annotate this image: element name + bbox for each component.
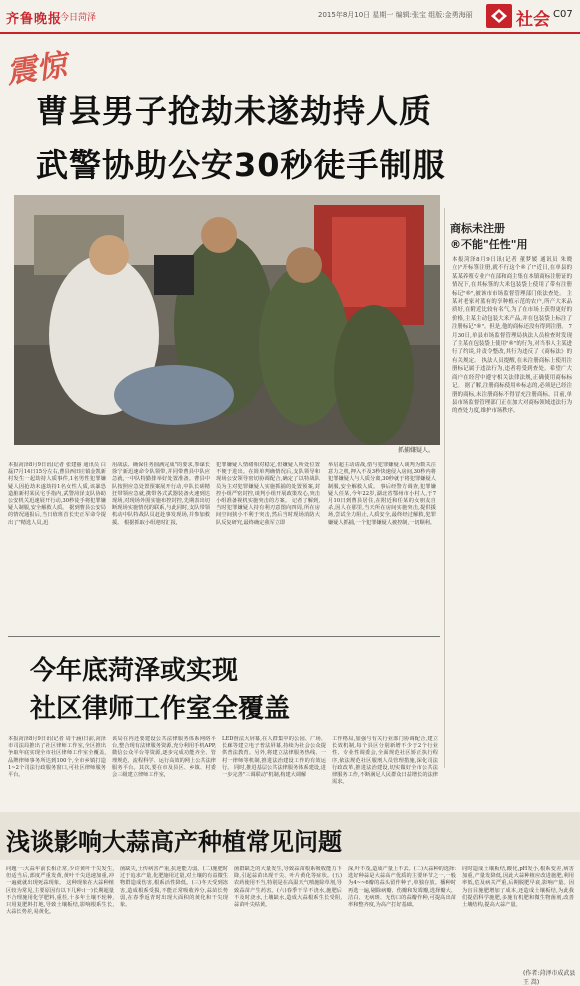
second-body-col2: 该局在内还要建设公共法律服务体系网络平台,整合现有法律服务资源,充分利用手机APP,微信公众平台等资源,逐步完成功能齐全、管理规范、流程科学、运行高效的网上公共法律服务平台。其次,要在市及县区、乡镇、村委会三级建立律师工作室,: [112, 736, 216, 779]
third-headline: 浅谈影响大蒜高产种植常见问题: [6, 828, 342, 856]
section-icon: [486, 4, 512, 28]
third-body-col3: 菌群缺乏的大量发生,导致蒜苗根系吸收能力下降,引起蒜苗出现干尖、叶片黄化等症状。(五)农药使用不当,特别是在高温天气喷施除草剂,导致蒜苗产生药害。(六)春季干旱不浇水,施肥后不及时浇水,土壤缺水,造成大蒜根系生长受阻,蒜苗叶尖枯黄。: [234, 866, 342, 909]
second-body-col4: 工作格局,加强与有关行业部门协调配合,建立长效机制,每个县区分别新增不少于2个行业性、专业性调委会,全面规范社区矫正执行程序,依法规范社区服刑人员管理措施,深化司法行政改革,推进法治建设,切实做好全市公共法律服务工作,不断满足人民群众日益增长的法律需求。: [332, 736, 438, 786]
second-body-col3: LED督法大屏幕,在人群集中的公园、广场、长廊等建立电子普法屏幕,持续为社会公众提供普法教育。另外,将建立法律服务热线、一村一律师等机制,推进法治建设工作的有效运行。 同时,推进基层公共法律服务体系建设,进一步完善"三调联动"机制,构建大调解: [222, 736, 326, 779]
news-photo: [14, 195, 440, 445]
header-rule: [0, 32, 580, 34]
third-body-col4: 深,叶不茂,造成产量上不去。(二)大蒜种的选择:选好种蒜是大蒜高产优质的主要环节之一,一般为4~~6瓣的蒜头留作种子,单独存放。播种时再选一遍,剔除病瓣、伤瓣和发霉瓣,选择瓣大、洁白、无病斑、无伤口的蒜瓣作种,可提高出苗率和整齐度,为高产打好基础。: [348, 866, 456, 909]
edition-label: 今日菏泽: [60, 13, 97, 23]
side-body: 本报菏泽8月9日讯(记者 董梦媛 通讯员 朱晓立)"开标签注册,就不行这个®了!"近日,在单县的某某养殖专业户在部和商主集在本镇商标注册证的情况下,在其标签的大米包装袋上使用了带有注册标记"®",被该市市场监督管理部门依法查处。 主某对老家对蓝有的享种植示范的农户,所产大米品质好,在附近比较有名气,为了在市场上获得更好的价格,主某主动包装大米产品,并在包装袋上标注了注册标记"®"。但是,他的商标还没有得到注册。 7月30日,单县市场监督管理局执法人员检查时发现了主某在包装袋上使用"®"的行为,对当事人主某进行了约谈,并责令整改,其行为违反了《商标法》的有关规定。 执法人员提醒,在未注册商标上使用注册标记属于违法行为,违者将受到查处。希望广大商户在经营中遵守相关法律法规,正确使用商标标记。 据了解,注册商标使用®标志的,必须是已经注册的商标,未注册商标不得冒充注册商标。目前,单县市场监督管理部门正在加大对商标领域违法行为的查处力度,维护市场秩序。: [452, 257, 572, 415]
lead-body-col4: 举启超主动请战,借与犯罪嫌疑人谈判为数关注意力之机,押入不及3秒快速侵入房间,30秒内将犯罪嫌疑人与人质分离,30秒就于将犯罪嫌疑人制服,安全解救人质。 事后经警方调查,犯罪嫌疑人任某,今年22岁,湖北省鄂州市小村人,于7月10日到曹县居住,在附近和任某的女朋友自杀,因人在那里,当天所在房间实施突击,提供援场,尝试全力阻止,人质安全,最终经过解救,犯罪嫌疑人抓捕,一个犯罪嫌疑人被控制,一切顺利。: [328, 462, 436, 526]
second-headline-line1: 今年底菏泽或实现: [30, 656, 239, 686]
issue-meta: 2015年8月10日 星期一 编辑:张宝 组版:金勇海丽: [318, 11, 473, 19]
lead-headline-line1: 曹县男子抢劫未遂劫持人质: [36, 92, 433, 130]
newspaper-logo: 齐鲁晚报: [6, 12, 63, 27]
author-credit: (作者:菏泽市成武县 王 嵩): [523, 970, 576, 986]
third-body-col1: 问题一:大蒜年前长相正常,少许黄叶干尖发生,但适当后,部度严重发黄,黄叶干尖迅速加重,冲一遍就就出现死蒜现象。 这种现象在大蒜种植区较为常见,主要原因有以下几种:(一)长期超量不合理施用化学肥料,重茬,十多年土壤不轮种,只用复肥料打地,导致土壤板结,影响根系生长,大蒜长势差,易黄化。: [6, 866, 114, 916]
headline-tag: 震惊: [4, 47, 69, 91]
section-name: 社会: [516, 10, 550, 30]
second-body-col1: 本报菏泽8月9日讯(记者 周千涵)日前,菏泽市司法局推出了社区律师工作室,全区推出争取年底实现全市社区律师工作室全覆盖,品牌律师事务所达到100个,全市乡镇打造1~2个司法行政服务窗口,可社区律师服务平台。: [8, 736, 106, 779]
lead-body-col2: 用战法、确保任务圆满完成"的要求,参谋长徐宁新迅速命令队领带,并同带曹县中队应急就,一中队特勤排举好处置准备。曹县中队按照应急处置预案展开行动,中队长磋精狂带领应急就,携带各式武器装备火速到达现场,对现场外围实施布控封控,先期表出切断现场实施情况的联系,与此同时,支队带领机动中队特战队员赶赴事发现场,并参加救援。 根据抓取小组迎时汇报,: [112, 462, 210, 526]
section-divider: [8, 636, 440, 637]
side-headline-line1: 商标未注册: [450, 222, 505, 235]
third-body-col5: 同时造成土壤板结,酸化,pH发小,根系变差,病害加重,产量发降低,因此大蒜种植应改进施肥,利用率低,危及病关严重,后期脱肥早衰,影响产量。因为盲目施肥增加了成本,还造成土壤板结,为此我们提倡科学施肥,多施有机肥和微生物菌剂,改善土壤结构,提高大蒜产量。: [462, 866, 574, 909]
lead-body-col1: 本报菏泽8月9日讯(记者 张建丽 通讯员 白磊)7月14日15分左右,曹县西田庄镇金凯新村发生一起劫持人质事件,1名男性犯罪嫌疑人因抢劫未遂劫持1名女性人质,该暴恐造脏新村某民宅手指内,武警菏泽支队协助公安机关迅速展开行动,30秒徒手将犯罪嫌疑人制服,安全解救人质。 据到曹县公安局的情况通报后,当日值班首长史正军命令提出了"精选人员,迅: [8, 462, 106, 526]
lead-headline-line2: 武警协助公安30秒徒手制服: [36, 146, 446, 184]
lead-body-col3: 犯罪嫌疑人情绪相对稳定,但嫌疑人所处位置不便于进出。在简单判确情况后,支队领导和现场公安领导密切协调配合,确定了以特战队员为主对犯罪嫌疑人实施抓捕的处置预案,封控小组严密封控,谈判小组开展政策攻心,突击小组准备视机实施突击的方案。 记者了解到,当时犯罪嫌疑人持有利刃意图向四周,所在房间空间狭小不利于突击,然后当时现场消防大队反复研究,最终确定我军立即: [216, 462, 320, 526]
side-headline-line2: ®不能"任性"用: [450, 238, 528, 251]
second-headline-line2: 社区律师工作室全覆盖: [30, 694, 291, 724]
photo-caption: 抓捕嫌疑人。: [398, 447, 435, 454]
third-body-col2: 菌缺失,土传病害严重,抗逆能力弱。(二)施肥时过于追求产量,化肥施用过量,对土壤的有益微生物群造成伤害,根系活性降低。(三)冬天受到冻害,造成根系受损,不能正常吸收养分,蒜苗长势弱,在春季返青时出现大面积的黄化和干尖现象。: [120, 866, 228, 909]
column-divider: [444, 208, 445, 768]
page-number: C07: [553, 9, 573, 20]
